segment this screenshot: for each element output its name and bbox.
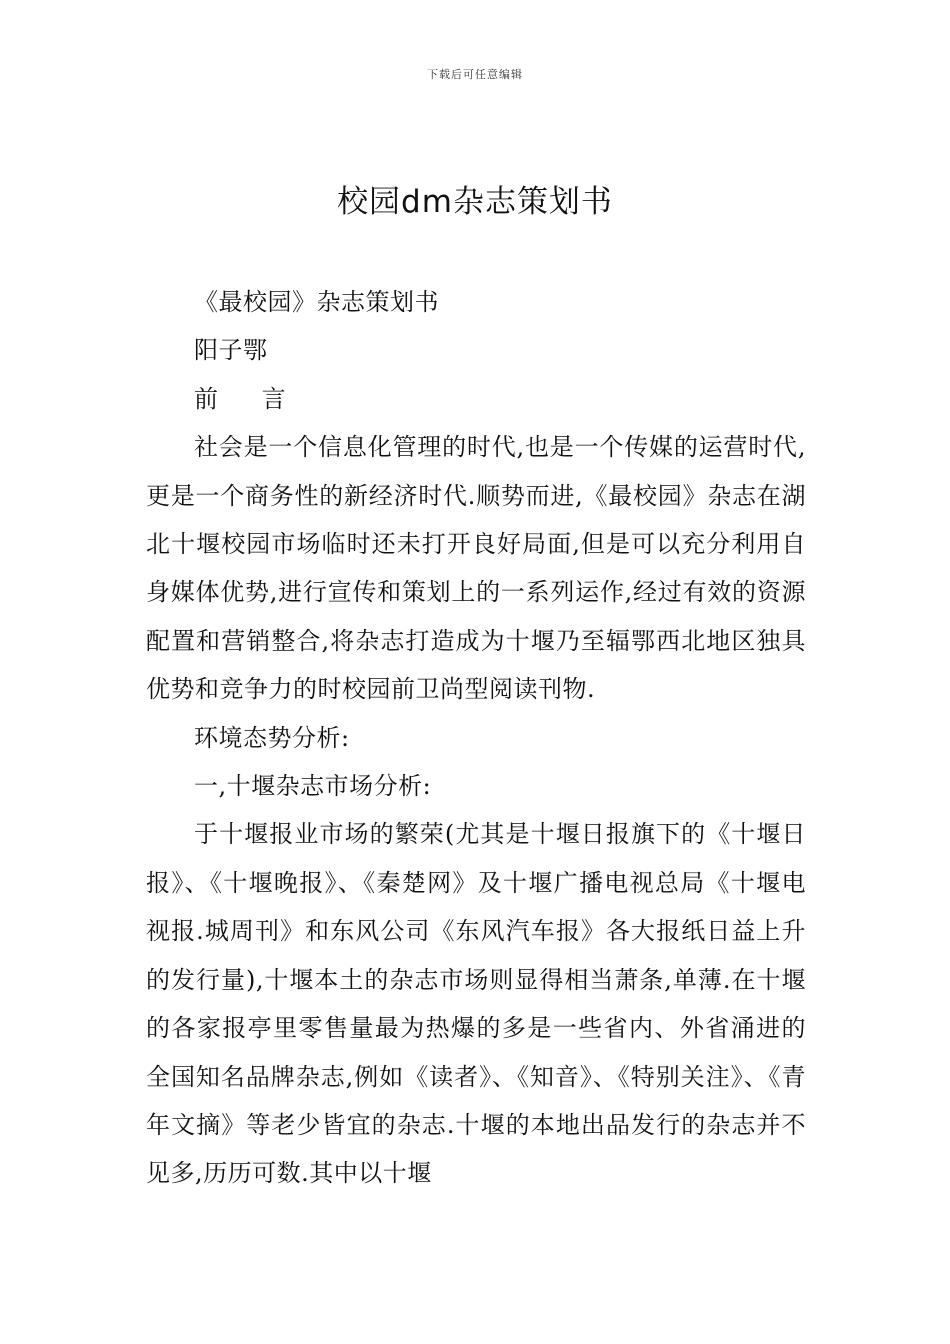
header-note: 下载后可任意编辑: [427, 68, 523, 81]
document-title: 校园dm杂志策划书: [337, 184, 613, 220]
author-name: 阳子鄂: [194, 336, 268, 365]
magazine-plan-heading: 《最校园》杂志策划书: [194, 288, 439, 316]
environment-analysis-heading: 环境态势分析:: [194, 723, 350, 752]
market-analysis-heading: 一,十堰杂志市场分析:: [194, 772, 432, 801]
preface-heading: 前 言: [194, 384, 304, 413]
preface-paragraph: 社会是一个信息化管理的时代,也是一个传媒的运营时代,更是一个商务性的新经济时代.顺势而进,《最校园》杂志在湖北十堰校园市场临时还未打开良好局面,但是可以充分利用自身媒体优势,进行宣传和策划上的一系列运作,经过有效的资源配置和营销整合,将杂志打造成为十堰乃至辐鄂西北地区独具优势和竞争力的时校园前卫尚型阅读刊物.: [146, 433, 806, 704]
document-body: [146, 278, 806, 1198]
market-analysis-paragraph: 于十堰报业市场的繁荣(尤其是十堰日报旗下的《十堰日报》、《十堰晚报》、《秦楚网》及十堰广播电视总局《十堰电视报.城周刊》和东风公司《东风汽车报》各大报纸日益上升的发行量),十堰本土的杂志市场则显得相当萧条,单薄.在十堰的各家报亭里零售量最为热爆的多是一些省内、外省涌进的全国知名品牌杂志,例如《读者》、《知音》、《特别关注》、《青年文摘》等老少皆宜的杂志.十堰的本地出品发行的杂志并不见多,历历可数.其中以十堰: [146, 820, 806, 1188]
